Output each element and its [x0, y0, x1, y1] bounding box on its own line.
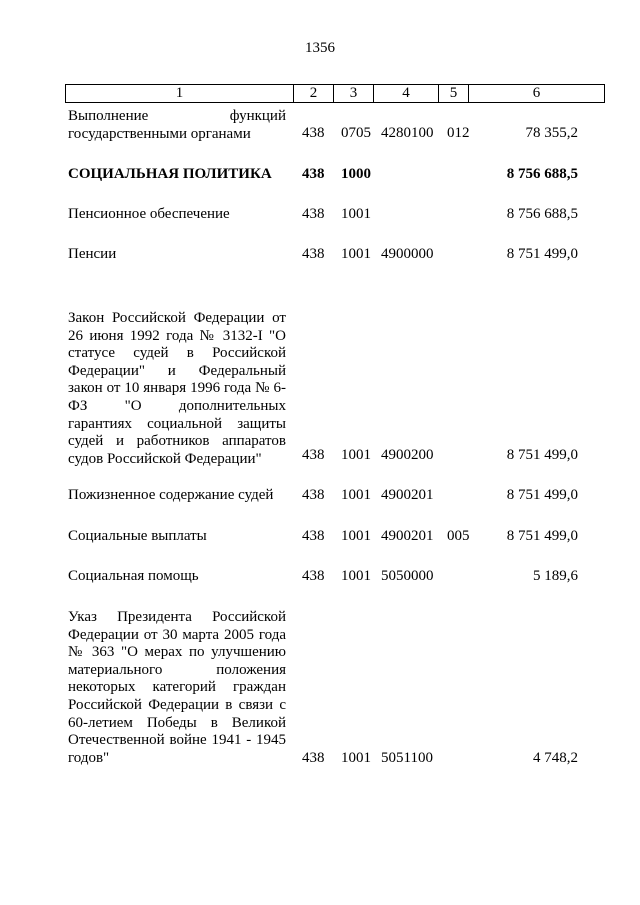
table-row	[0, 609, 640, 768]
row-col-6: 8 751 499,0	[506, 528, 578, 545]
row-col-2: 438	[302, 447, 325, 464]
table-row	[0, 487, 640, 505]
row-col-4: 4900201	[381, 528, 434, 545]
row-col-6: 8 756 688,5	[506, 206, 578, 223]
row-col-2: 438	[302, 487, 325, 504]
header-col-4: 4	[374, 85, 439, 102]
header-col-3: 3	[334, 85, 374, 102]
row-col-6: 8 751 499,0	[506, 447, 578, 464]
table-row	[0, 166, 640, 184]
row-description: Закон Российской Федерации от 26 июня 1992 года № 3132-I "О статусе судей в Российской Федерации" и Федеральный закон от 10 января 1996 года № 6-ФЗ "О дополнительных гарантиях социальной защиты судей и работников аппаратов судов Российской Федерации"	[68, 310, 286, 467]
table-header	[65, 84, 605, 103]
row-col-3: 1000	[341, 166, 371, 183]
row-col-6: 8 751 499,0	[506, 487, 578, 504]
row-col-6: 8 751 499,0	[506, 246, 578, 263]
row-col-3: 1001	[341, 487, 371, 504]
header-col-1: 1	[66, 85, 294, 102]
table-row	[0, 568, 640, 586]
row-col-2: 438	[302, 568, 325, 585]
row-description: Социальная помощь	[68, 568, 199, 584]
table-row	[0, 310, 640, 465]
row-col-4: 4900000	[381, 246, 434, 263]
page-number: 1356	[305, 40, 335, 56]
row-description: Выполнение функций государственными органами	[68, 108, 286, 142]
row-col-5: 005	[447, 528, 470, 545]
row-col-2: 438	[302, 750, 325, 767]
row-col-6: 4 748,2	[533, 750, 578, 767]
table-row	[0, 108, 640, 143]
row-col-5: 012	[447, 125, 470, 142]
row-description: Пожизненное содержание судей	[68, 487, 274, 503]
row-col-3: 1001	[341, 568, 371, 585]
row-col-2: 438	[302, 206, 325, 223]
row-description: Пенсии	[68, 246, 117, 262]
row-col-4: 5050000	[381, 568, 434, 585]
header-col-5: 5	[439, 85, 469, 102]
row-col-4: 4900201	[381, 487, 434, 504]
row-description: Пенсионное обеспечение	[68, 206, 230, 222]
row-col-4: 4280100	[381, 125, 434, 142]
header-col-6: 6	[532, 85, 541, 101]
table-row	[0, 528, 640, 546]
table-row	[0, 206, 640, 224]
row-col-4: 4900200	[381, 447, 434, 464]
row-col-3: 1001	[341, 528, 371, 545]
row-col-6: 5 189,6	[533, 568, 578, 585]
row-col-3: 1001	[341, 206, 371, 223]
row-col-2: 438	[302, 166, 325, 183]
table-row	[0, 246, 640, 264]
row-col-3: 1001	[341, 447, 371, 464]
row-col-3: 1001	[341, 246, 371, 263]
row-description: СОЦИАЛЬНАЯ ПОЛИТИКА	[68, 166, 272, 182]
row-description: Указ Президента Российской Федерации от 30 марта 2005 года № 363 "О мерах по улучшению материального положения некоторых категорий граждан Российской Федерации в связи с 60-летием Победы в Великой Отечественной войне 1941 - 1945 годов"	[68, 609, 286, 766]
row-col-3: 0705	[341, 125, 371, 142]
row-col-6: 78 355,2	[525, 125, 578, 142]
row-col-6: 8 756 688,5	[506, 166, 578, 183]
header-col-2: 2	[294, 85, 334, 102]
row-description: Социальные выплаты	[68, 528, 207, 544]
row-col-3: 1001	[341, 750, 371, 767]
row-col-4: 5051100	[381, 750, 433, 767]
row-col-2: 438	[302, 528, 325, 545]
row-col-2: 438	[302, 125, 325, 142]
row-col-2: 438	[302, 246, 325, 263]
